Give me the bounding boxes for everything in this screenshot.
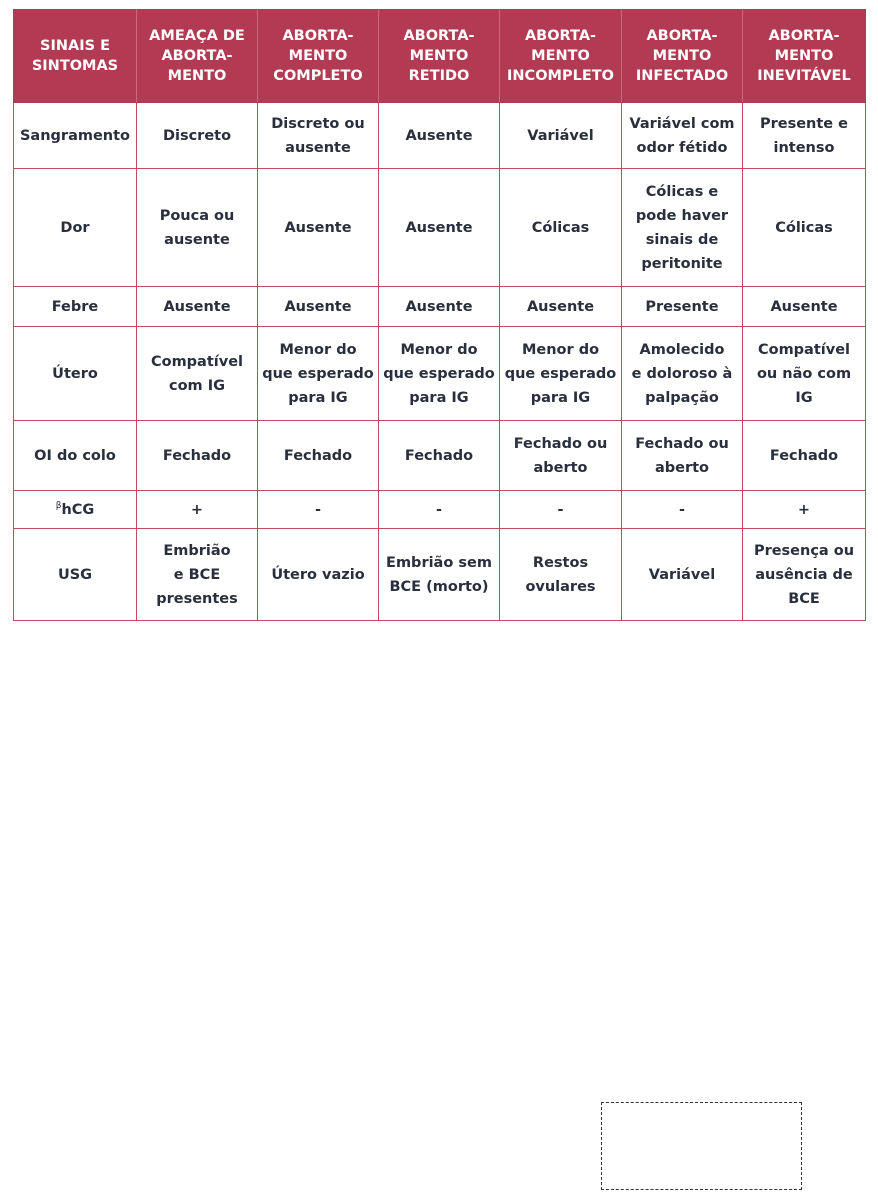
table-cell: - (258, 491, 379, 529)
header-cell: ABORTA- MENTO COMPLETO (258, 10, 379, 103)
row-label-cell-hcg (14, 491, 137, 529)
table-row (14, 327, 866, 421)
table-cell: Ausente (258, 169, 379, 287)
table-cell: Útero vazio (258, 529, 379, 621)
table-cell: Variável (622, 529, 743, 621)
table-cell: Fechado (379, 421, 500, 491)
abortion-comparison-table (13, 9, 866, 621)
table-cell: Presente (622, 287, 743, 327)
row-label-cell: Sangramento (14, 103, 137, 169)
header-cell: ABORTA- MENTO RETIDO (379, 10, 500, 103)
table-cell: Discreto (137, 103, 258, 169)
empty-dashed-box (601, 1102, 802, 1190)
table-cell: Compatível com IG (137, 327, 258, 421)
row-label-cell: Febre (14, 287, 137, 327)
table-row (14, 529, 866, 621)
table-cell: Ausente (500, 287, 622, 327)
table-cell: Fechado (137, 421, 258, 491)
table-row (14, 491, 866, 529)
table-cell: Variável com odor fétido (622, 103, 743, 169)
table-cell: Ausente (379, 287, 500, 327)
table-cell: - (622, 491, 743, 529)
table-row (14, 421, 866, 491)
table-cell: + (743, 491, 866, 529)
table-cell: Cólicas (500, 169, 622, 287)
table-cell: Menor do que esperado para IG (258, 327, 379, 421)
abortion-comparison-table-wrapper (13, 9, 865, 621)
table-row (14, 287, 866, 327)
table-row (14, 169, 866, 287)
table-cell: Presente e intenso (743, 103, 866, 169)
table-cell: Ausente (258, 287, 379, 327)
table-cell: Embrião e BCE presentes (137, 529, 258, 621)
table-cell: Fechado (743, 421, 866, 491)
hcg-label: hCG (61, 501, 95, 518)
table-row (14, 103, 866, 169)
table-cell: + (137, 491, 258, 529)
row-label-cell: Útero (14, 327, 137, 421)
table-cell: Ausente (379, 103, 500, 169)
row-label-cell: OI do colo (14, 421, 137, 491)
table-header-row (14, 10, 866, 103)
table-cell: Cólicas e pode haver sinais de peritonite (622, 169, 743, 287)
table-cell: Ausente (379, 169, 500, 287)
table-cell: - (379, 491, 500, 529)
table-cell: Fechado ou aberto (500, 421, 622, 491)
table-cell: Amolecido e doloroso à palpação (622, 327, 743, 421)
row-label-cell: Dor (14, 169, 137, 287)
table-cell: Variável (500, 103, 622, 169)
table-cell: Restos ovulares (500, 529, 622, 621)
table-cell: Discreto ou ausente (258, 103, 379, 169)
header-cell: ABORTA- MENTO INCOMPLETO (500, 10, 622, 103)
table-cell: Pouca ou ausente (137, 169, 258, 287)
table-cell: Fechado (258, 421, 379, 491)
table-cell: Cólicas (743, 169, 866, 287)
table-cell: - (500, 491, 622, 529)
table-cell: Menor do que esperado para IG (379, 327, 500, 421)
table-cell: Embrião sem BCE (morto) (379, 529, 500, 621)
table-cell: Ausente (743, 287, 866, 327)
table-cell: Ausente (137, 287, 258, 327)
hcg-beta-prefix: β (55, 500, 62, 511)
header-cell: ABORTA- MENTO INFECTADO (622, 10, 743, 103)
table-cell: Presença ou ausência de BCE (743, 529, 866, 621)
row-label-cell: USG (14, 529, 137, 621)
table-cell: Compatível ou não com IG (743, 327, 866, 421)
table-cell: Menor do que esperado para IG (500, 327, 622, 421)
header-cell: AMEAÇA DE ABORTA- MENTO (137, 10, 258, 103)
table-cell: Fechado ou aberto (622, 421, 743, 491)
header-cell: SINAIS E SINTOMAS (14, 10, 137, 103)
header-cell: ABORTA- MENTO INEVITÁVEL (743, 10, 866, 103)
